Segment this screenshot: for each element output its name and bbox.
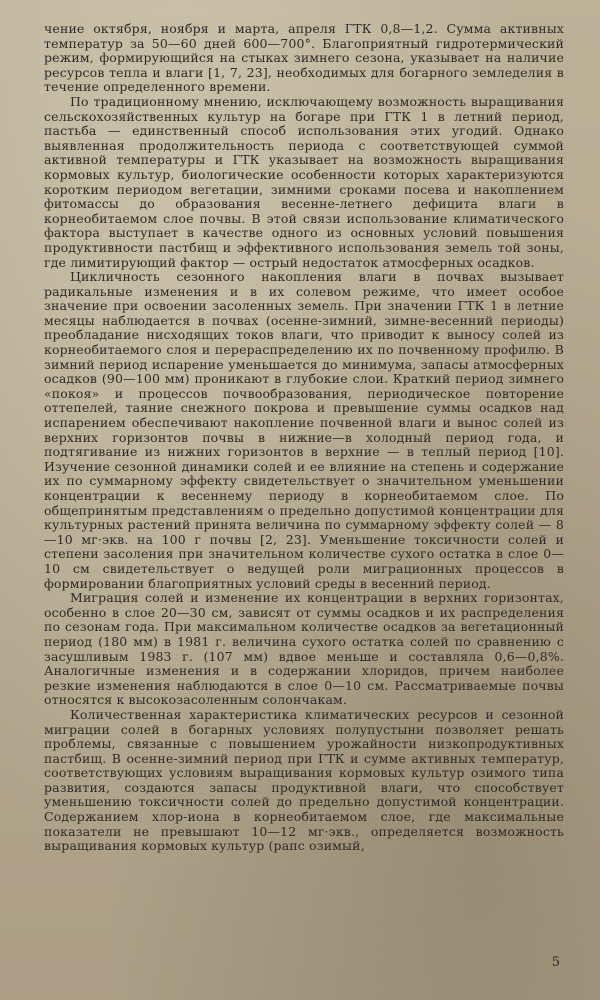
paragraph-4: Миграция солей и изменение их концентрации в верхних горизонтах, особенно в слое 20—30 см, зависят от суммы осадков и их распределения по сезонам года. При максимальном количестве осадков за вегетационный период (180 мм) в 1981 г. величина сухого остатка солей по сравнению с засушливым 1983 г. (107 мм) вдвое меньше и составляла 0,6—0,8%. Аналогичные изменения и в содержании хлоридов, причем наиболее резкие изменения наблюдаются в слое 0—10 см. Рассматриваемые почвы относятся к высокозасоленным солончакам. <box>44 590 564 708</box>
paragraph-5: Количественная характеристика климатических ресурсов и сезонной миграции солей в богарных условиях полупустыни позволяет решать проблемы, связанные с повышением урожайности низкопродуктивных пастбищ. В осенне-зимний период при ГТК и сумме активных температур, соответствующих условиям выращивания кормовых культур озимого типа развития, создаются запасы продуктивной влаги, что способствует уменьшению токсичности солей до предельно допустимой концентрации. Содержанием хлор-иона в корнеобитаемом слое, где максимальные показатели не превышают 10—12 мг·экв., определяется возможность выращивания кормовых культур (рапс озимый, <box>44 706 564 854</box>
page-number: 5 <box>551 955 560 970</box>
paragraph-1: чение октября, ноября и марта, апреля ГТК 0,8—1,2. Сумма активных температур за 50—60 дней 600—700°. Благоприятный гидротермический режим, формирующийся на стыках зимнего сезона, указывает на наличие ресурсов тепла и влаги [1, 7, 23], необходимых для богарного земледелия в течение определенного времени. <box>44 21 564 95</box>
paragraph-2: По традиционному мнению, исключающему возможность выращивания сельскохозяйственных культур на богаре при ГТК 1 в летний период, пастьба — единственный способ использования этих угодий. Однако выявленная продолжительность периода с соответствующей суммой активной температуры и ГТК указывает на возможность выращивания кормовых культур, биологические особенности которых характеризуются коротким периодом вегетации, зимними сроками посева и накоплением фитомассы до образования весенне-летнего дефицита влаги в корнеобитаемом слое почвы. В этой связи использование климатического фактора выступает в качестве одного из основных условий повышения продуктивности пастбищ и эффективного использования земель той зоны, где лимитирующий фактор — острый недостаток атмосферных осадков. <box>44 93 564 270</box>
paragraph-3: Цикличность сезонного накопления влаги в почвах вызывает радикальные изменения и в их солевом режиме, что имеет особое значение при освоении засоленных земель. При значении ГТК 1 в летние месяцы наблюдается в почвах (осенне-зимний, зимне-весенний периоды) преобладание нисходящих токов влаги, что приводит к выносу солей из корнеобитаемого слоя и перераспределению их по почвенному профилю. В зимний период испарение уменьшается до минимума, запасы атмосферных осадков (90—100 мм) проникают в глубокие слои. Краткий период зимнего «покоя» и процессов почвообразования, периодическое повторение оттепелей, таяние снежного покрова и превышение суммы осадков над испарением обеспечивают накопление почвенной влаги и вынос солей из верхних горизонтов почвы в нижние—в холодный период года, и подтягивание из нижних горизонтов в верхние — в теплый период [10]. Изучение сезонной динамики солей и ее влияние на степень и содержание их по суммарному эффекту свидетельствует о значительном уменьшении концентрации к весеннему периоду в корнеобитаемом слое. По общепринятым представлениям о предельно допустимой концентрации для культурных растений принята величина по суммарному эффекту солей — 8—10 мг·экв. на 100 г почвы [2, 23]. Уменьшение токсичности солей и степени засоления при значительном количестве сухого остатка в слое 0—10 см свидетельствует о ведущей роли миграционных процессов в формировании благоприятных условий среды в весенний период. <box>44 269 564 591</box>
body-text <box>44 22 564 854</box>
